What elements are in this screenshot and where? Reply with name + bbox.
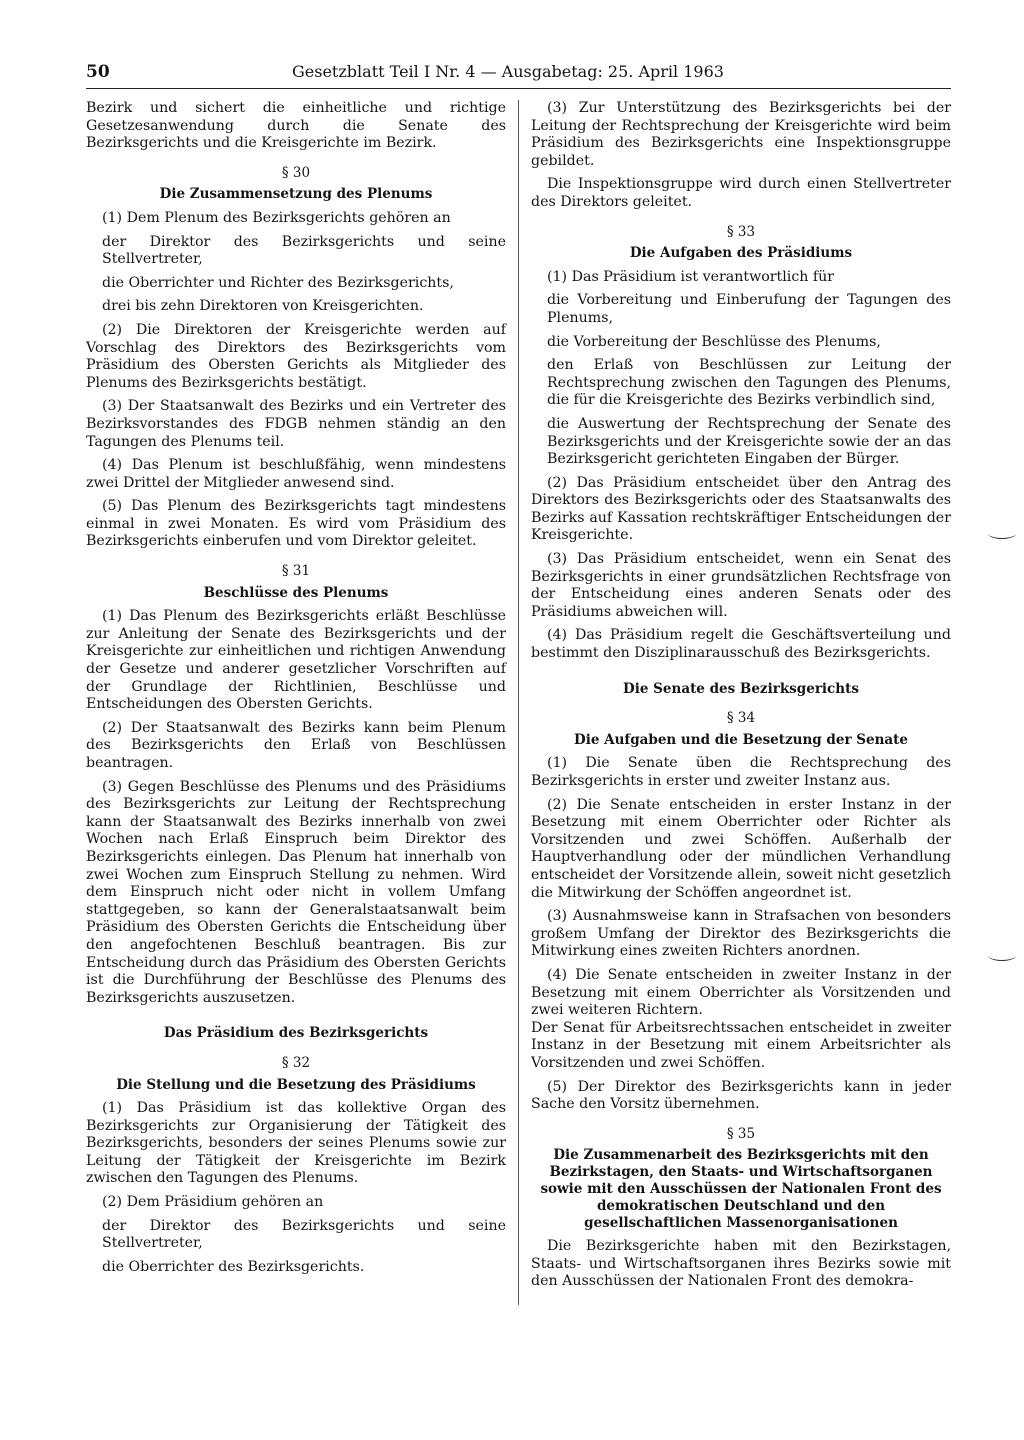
- section-number-35: § 35: [726, 1125, 756, 1142]
- section-title-32: Die Stellung und die Besetzung des Präsidiums: [116, 1076, 476, 1093]
- paragraph: (2) Dem Präsidium gehören an: [102, 1194, 324, 1211]
- section-title-34: Die Aufgaben und die Besetzung der Senate: [573, 731, 908, 748]
- page-header: [86, 62, 951, 86]
- paragraph: (1) Die Senate üben die Rechtsprechung des Bezirksgerichts in erster und zweiter Instanz aus.: [531, 755, 951, 789]
- section-number-31: § 31: [281, 563, 311, 580]
- section-number-34: § 34: [726, 710, 756, 727]
- list-item: die Oberrichter des Bezirksgerichts.: [102, 1258, 365, 1275]
- section-title-33: Die Aufgaben des Präsidiums: [629, 245, 853, 262]
- paragraph: (1) Dem Plenum des Bezirksgerichts gehören an: [102, 209, 451, 226]
- paragraph: (4) Das Präsidium regelt die Geschäftsverteilung und bestimmt den Disziplinarausschuß des Bezirksgerichts.: [531, 627, 951, 662]
- paragraph: (4) Die Senate entscheiden in zweiter Instanz in der Besetzung mit einem Oberrichter als Vorsitzenden und zwei weiteren Richtern.: [531, 966, 951, 1019]
- paragraph: (3) Ausnahmsweise kann in Strafsachen von besonders großem Umfang der Direktor des Bezirksgerichts die Mitwirkung eines zweiten Richters anordnen.: [531, 908, 951, 960]
- paragraph: (1) Das Präsidium ist das kollektive Organ des Bezirksgerichts zur Organisierung der Tätigkeit des Bezirksgerichts, besonders der seines Plenums sowie zur Leitung der Tätigkeit der Kreisgerichte im Bezirk zwischen den Tagungen des Plenums.: [86, 1100, 506, 1187]
- paragraph: (5) Das Plenum des Bezirksgerichts tagt mindestens einmal in zwei Monaten. Es wird vom Präsidium des Bezirksgerichts einberufen und vom Direktor geleitet.: [86, 498, 506, 550]
- part-title-senate: Die Senate des Bezirksgerichts: [623, 680, 859, 697]
- paragraph: Die Bezirksgerichte haben mit den Bezirkstagen, Staats- und Wirtschaftsorganen ihres Bezirks sowie mit den Ausschüssen der Nationalen Front des demokra-: [531, 1238, 951, 1290]
- header-rule: [86, 88, 951, 89]
- paragraph: (2) Das Präsidium entscheidet über den Antrag des Direktors des Bezirksgerichts oder des Staatsanwalts des Bezirks auf Kassation rechtskräftiger Entscheidungen der Kreisgerichte.: [531, 474, 951, 544]
- left-column: [86, 100, 506, 1282]
- intro-paragraph: Bezirk und sichert die einheitliche und richtige Gesetzesanwendung durch die Senate des Bezirksgerichts und die Kreisgerichte im Bezirk.: [86, 100, 506, 152]
- right-column: [531, 100, 951, 1297]
- running-title: Gesetzblatt Teil I Nr. 4 — Ausgabetag: 25. April 1963: [292, 62, 724, 81]
- paragraph: (3) Zur Unterstützung des Bezirksgerichts bei der Leitung der Rechtsprechung der Kreisgerichte wird beim Präsidium des Bezirksgerichts eine Inspektionsgruppe gebildet.: [531, 100, 951, 169]
- list-item: der Direktor des Bezirksgerichts und seine Stellvertreter,: [102, 233, 506, 268]
- list-item: die Vorbereitung der Beschlüsse des Plenums,: [547, 333, 881, 350]
- section-title-35: Die Zusammenarbeit des Bezirksgerichts mit den Bezirkstagen, den Staats- und Wirtschaftsorganen sowie mit den Ausschüssen der Nationalen Front des demokratischen Deutschland und den gesellschaftlichen Massenorganisationen: [540, 1147, 942, 1232]
- list-item: der Direktor des Bezirksgerichts und seine Stellvertreter,: [102, 1217, 506, 1252]
- paragraph: (5) Der Direktor des Bezirksgerichts kann in jeder Sache den Vorsitz übernehmen.: [531, 1078, 951, 1113]
- list-item: die Vorbereitung und Einberufung der Tagungen des Plenums,: [547, 292, 951, 326]
- list-item: die Oberrichter und Richter des Bezirksgerichts,: [102, 274, 454, 291]
- section-title-31: Beschlüsse des Plenums: [203, 584, 389, 601]
- page-number: 50: [86, 62, 110, 82]
- margin-mark: [988, 950, 1016, 961]
- paragraph: (3) Der Staatsanwalt des Bezirks und ein Vertreter des Bezirksvorstandes des FDGB nehmen ständig an den Tagungen des Plenums teil.: [86, 398, 506, 450]
- section-number-30: § 30: [281, 164, 311, 181]
- paragraph: (2) Die Senate entscheiden in erster Instanz in der Besetzung mit einem Oberrichter oder Richter als Vorsitzenden und zwei Schöffen. Außerhalb der Hauptverhandlung oder der mündlichen Verhandlung entscheidet der Vorsitzende allein, soweit nicht gesetzlich die Mitwirkung der Schöffen angeordnet ist.: [531, 796, 951, 901]
- paragraph: (1) Das Präsidium ist verantwortlich für: [547, 268, 835, 285]
- paragraph: Die Inspektionsgruppe wird durch einen Stellvertreter des Direktors geleitet.: [531, 176, 951, 210]
- column-divider: [518, 100, 519, 1305]
- list-item: drei bis zehn Direktoren von Kreisgerichten.: [102, 298, 424, 315]
- section-number-33: § 33: [726, 223, 756, 240]
- part-title-praesidium: Das Präsidium des Bezirksgerichts: [163, 1025, 429, 1042]
- paragraph: (4) Das Plenum ist beschlußfähig, wenn mindestens zwei Drittel der Mitglieder anwesend sind.: [86, 457, 506, 491]
- section-number-32: § 32: [281, 1054, 311, 1071]
- margin-mark: [988, 528, 1016, 539]
- paragraph: (3) Das Präsidium entscheidet, wenn ein Senat des Bezirksgerichts in einer grundsätzlichen Rechtsfrage von der Entscheidung eines anderen Senats oder des Präsidiums abweichen will.: [531, 551, 951, 620]
- section-title-30: Die Zusammensetzung des Plenums: [159, 186, 433, 203]
- paragraph: (1) Das Plenum des Bezirksgerichts erläßt Beschlüsse zur Anleitung der Senate des Bezirksgerichts und der Kreisgerichte zur einheitlichen und richtigen Anwendung der Gesetze und anderer gesetzlicher Vorschriften auf der Grundlage der Richtlinien, Beschlüsse und Entscheidungen des Obersten Gerichts.: [86, 608, 506, 713]
- list-item: die Auswertung der Rechtsprechung der Senate des Bezirksgerichts und der Kreisgerichte sowie der an das Bezirksgericht gerichteten Eingaben der Bürger.: [547, 415, 951, 468]
- paragraph: (2) Der Staatsanwalt des Bezirks kann beim Plenum des Bezirksgerichts den Erlaß von Beschlüssen beantragen.: [86, 719, 506, 771]
- list-item: den Erlaß von Beschlüssen zur Leitung der Rechtsprechung zwischen den Tagungen des Plenums, die für die Kreisgerichte des Bezirks verbindlich sind,: [547, 357, 951, 409]
- paragraph: Der Senat für Arbeitsrechtssachen entscheidet in zweiter Instanz in der Besetzung mit einem Arbeitsrichter als Vorsitzenden und zwei Schöffen.: [531, 1019, 951, 1071]
- paragraph: (2) Die Direktoren der Kreisgerichte werden auf Vorschlag des Direktors des Bezirksgerichts vom Präsidium des Obersten Gerichts als Mitglieder des Plenums des Bezirksgerichts bestätigt.: [86, 321, 506, 391]
- paragraph: (3) Gegen Beschlüsse des Plenums und des Präsidiums des Bezirksgerichts zur Leitung der Rechtsprechung kann der Staatsanwalt des Bezirks innerhalb von zwei Wochen nach Erlaß Einspruch beim Direktor des Bezirksgerichts einlegen. Das Plenum hat innerhalb von zwei Wochen zum Einspruch Stellung zu nehmen. Wird dem Einspruch nicht oder nicht in vollem Umfang stattgegeben, so kann der Generalstaatsanwalt beim Präsidium des Obersten Gerichts die Entscheidung über den angefochtenen Beschluß beantragen. Bis zur Entscheidung durch das Präsidium des Obersten Gerichts ist die Durchführung der Beschlüsse des Plenums des Bezirksgerichts auszusetzen.: [86, 778, 506, 1006]
